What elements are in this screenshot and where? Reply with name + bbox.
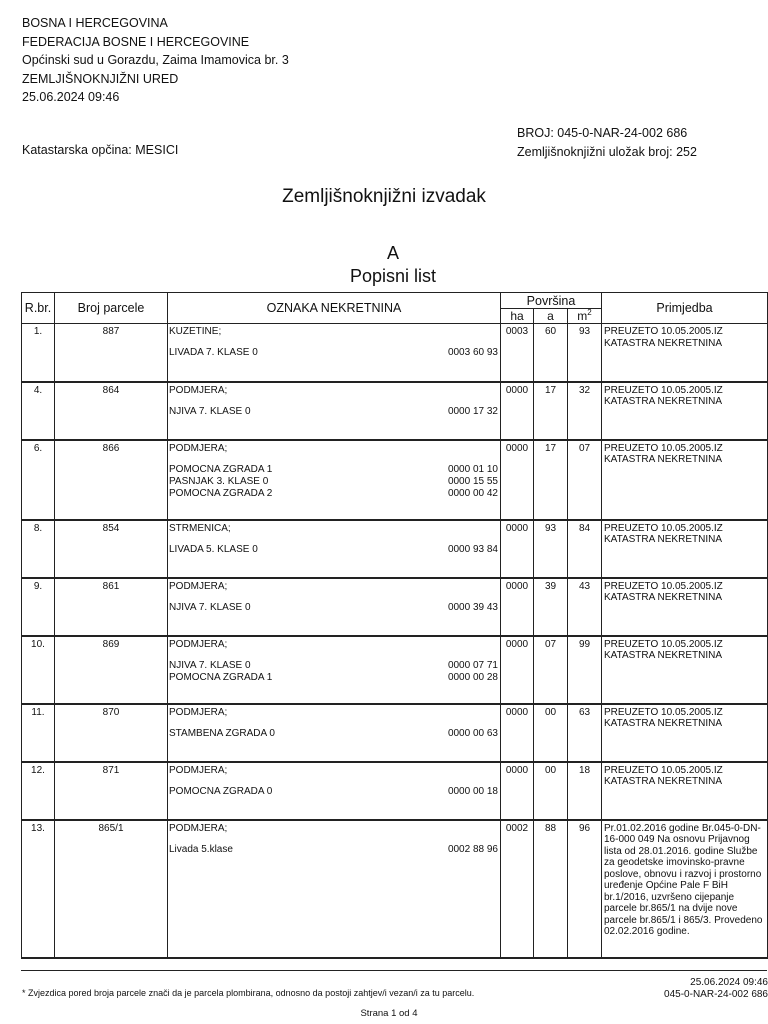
- area-a: 88: [534, 820, 568, 958]
- land-use-label: Livada 5.klase: [169, 843, 233, 855]
- property-location: PODMJERA;: [169, 384, 228, 396]
- parcel-number: 861: [55, 578, 168, 636]
- land-use-area: 0003 60 93: [447, 347, 498, 358]
- land-use-area: 0002 88 96: [447, 843, 498, 855]
- land-use-area: 0000 00 28: [447, 671, 498, 683]
- land-use-label: LIVADA 5. KLASE 0: [169, 543, 258, 555]
- area-m2: 32: [568, 382, 602, 440]
- col-header-a: a: [534, 309, 568, 324]
- land-use-line: [169, 660, 499, 672]
- document-header: [22, 14, 289, 107]
- land-use-label: PASNJAK 3. KLASE 0: [169, 475, 269, 487]
- land-use-area: 0000 00 63: [447, 727, 498, 739]
- federation-line: FEDERACIJA BOSNE I HERCEGOVINE: [22, 34, 250, 49]
- row-number: 6.: [22, 440, 55, 520]
- area-a: 17: [534, 440, 568, 520]
- spacer: [169, 338, 499, 347]
- land-registry-number: Zemljišnoknjižni uložak broj: 252: [517, 145, 697, 159]
- col-header-description: OZNAKA NEKRETNINA: [168, 293, 501, 324]
- land-use-label: NJIVA 7. KLASE 0: [169, 405, 251, 417]
- remark: PREUZETO 10.05.2005.IZ KATASTRA NEKRETNINA: [602, 578, 768, 636]
- row-number: 1.: [22, 324, 55, 382]
- area-ha: 0002: [501, 820, 534, 958]
- property-location: STRMENICA;: [169, 522, 231, 534]
- parcel-number: 887: [55, 324, 168, 382]
- table-body: [22, 324, 768, 958]
- land-use-area: 0000 00 42: [447, 487, 498, 499]
- row-number: 13.: [22, 820, 55, 958]
- area-m2: 99: [568, 636, 602, 704]
- unit-superscript: 2: [587, 308, 592, 317]
- property-description: [168, 382, 501, 440]
- area-m2: 96: [568, 820, 602, 958]
- land-use-line: [169, 464, 499, 476]
- property-location: PODMJERA;: [169, 442, 228, 454]
- remark: PREUZETO 10.05.2005.IZ KATASTRA NEKRETNINA: [602, 762, 768, 820]
- page-number: Strana 1 od 4: [360, 1008, 418, 1019]
- table-row: [22, 440, 768, 520]
- remark: PREUZETO 10.05.2005.IZ KATASTRA NEKRETNINA: [602, 382, 768, 440]
- reference-number: BROJ: 045-0-NAR-24-002 686: [517, 126, 688, 140]
- land-use-label: POMOCNA ZGRADA 0: [169, 785, 273, 797]
- unit-m: m: [577, 309, 588, 323]
- area-m2: 63: [568, 704, 602, 762]
- area-ha: 0000: [501, 636, 534, 704]
- table-row: [22, 382, 768, 440]
- area-ha: 0000: [501, 440, 534, 520]
- col-header-ha: ha: [501, 309, 534, 324]
- footer-divider: [21, 970, 767, 971]
- remark: PREUZETO 10.05.2005.IZ KATASTRA NEKRETNINA: [602, 324, 768, 382]
- footer-note: * Zvjezdica pored broja parcele znači da je parcela plombirana, odnosno da postoji zahtjev/i vezan/i za tu parcelu.: [22, 988, 475, 998]
- remark: PREUZETO 10.05.2005.IZ KATASTRA NEKRETNINA: [602, 636, 768, 704]
- table-row: [22, 578, 768, 636]
- land-use-area: 0000 17 32: [447, 405, 498, 417]
- area-ha: 0000: [501, 762, 534, 820]
- property-location: KUZETINE;: [169, 326, 222, 337]
- area-ha: 0000: [501, 704, 534, 762]
- row-number: 8.: [22, 520, 55, 578]
- area-m2: 84: [568, 520, 602, 578]
- property-description: [168, 704, 501, 762]
- parcel-number: 865/1: [55, 820, 168, 958]
- col-header-area: Površina: [501, 293, 602, 309]
- area-a: 07: [534, 636, 568, 704]
- property-list-table: [21, 292, 768, 959]
- country-line: BOSNA I HERCEGOVINA: [22, 16, 168, 30]
- land-use-label: POMOCNA ZGRADA 2: [169, 487, 273, 499]
- table-row: [22, 520, 768, 578]
- row-number: 10.: [22, 636, 55, 704]
- spacer: [169, 835, 499, 844]
- section-name: Popisni list: [349, 266, 437, 286]
- area-ha: 0000: [501, 382, 534, 440]
- area-m2: 43: [568, 578, 602, 636]
- area-ha: 0003: [501, 324, 534, 382]
- remark: PREUZETO 10.05.2005.IZ KATASTRA NEKRETNINA: [602, 440, 768, 520]
- land-use-area: 0000 00 18: [447, 785, 498, 797]
- parcel-number: 870: [55, 704, 168, 762]
- land-use-label: NJIVA 7. KLASE 0: [169, 659, 251, 671]
- land-use-label: NJIVA 7. KLASE 0: [169, 601, 251, 613]
- col-header-remark: Primjedba: [602, 293, 768, 324]
- spacer: [169, 455, 499, 464]
- table-row: [22, 324, 768, 382]
- area-a: 93: [534, 520, 568, 578]
- spacer: [169, 593, 499, 602]
- spacer: [169, 651, 499, 660]
- land-use-line: [169, 786, 499, 798]
- land-use-line: [169, 844, 499, 856]
- table-row: [22, 636, 768, 704]
- land-use-label: STAMBENA ZGRADA 0: [169, 727, 275, 739]
- property-location: PODMJERA;: [169, 638, 228, 650]
- property-description: [168, 520, 501, 578]
- land-use-area: 0000 01 10: [447, 463, 498, 475]
- col-header-rbr: R.br.: [22, 293, 55, 324]
- spacer: [169, 777, 499, 786]
- land-use-line: [169, 672, 499, 684]
- property-description: [168, 636, 501, 704]
- table-row: [22, 820, 768, 958]
- court-line: Općinski sud u Gorazdu, Zaima Imamovica br. 3: [22, 53, 289, 67]
- row-number: 11.: [22, 704, 55, 762]
- footer-meta: [0, 977, 768, 1001]
- col-header-m2: [568, 309, 602, 324]
- land-use-label: POMOCNA ZGRADA 1: [169, 463, 273, 475]
- header-datetime: 25.06.2024 09:46: [22, 90, 120, 104]
- remark: PREUZETO 10.05.2005.IZ KATASTRA NEKRETNINA: [602, 520, 768, 578]
- spacer: [169, 535, 499, 544]
- property-description: [168, 440, 501, 520]
- property-description: [168, 762, 501, 820]
- parcel-number: 854: [55, 520, 168, 578]
- table-row: [22, 704, 768, 762]
- property-description: [168, 820, 501, 958]
- area-a: 60: [534, 324, 568, 382]
- land-use-area: 0000 93 84: [447, 543, 498, 555]
- parcel-number: 869: [55, 636, 168, 704]
- land-use-label: POMOCNA ZGRADA 1: [169, 671, 273, 683]
- land-use-line: [169, 488, 499, 500]
- section-letter: A: [386, 243, 399, 263]
- remark: PREUZETO 10.05.2005.IZ KATASTRA NEKRETNINA: [602, 704, 768, 762]
- property-description: [168, 578, 501, 636]
- land-use-area: 0000 15 55: [447, 475, 498, 487]
- row-number: 9.: [22, 578, 55, 636]
- land-use-line: [169, 347, 499, 359]
- cadastral-municipality: Katastarska opčina: MESICI: [22, 143, 179, 157]
- office-line: ZEMLJIŠNOKNJIŽNI URED: [22, 71, 179, 86]
- property-description: [168, 324, 501, 382]
- land-use-label: LIVADA 7. KLASE 0: [169, 347, 258, 358]
- area-m2: 07: [568, 440, 602, 520]
- land-use-line: [169, 728, 499, 740]
- spacer: [169, 397, 499, 406]
- area-ha: 0000: [501, 520, 534, 578]
- area-m2: 93: [568, 324, 602, 382]
- remark: Pr.01.02.2016 godine Br.045-0-DN-16-000 049 Na osnovu Prijavnog lista od 28.01.2016. godine Službe za geodetske imovinsko-pravne poslove, obnovu i razvoj i prostorno uređenje Općine Pale F BiH br.1/2016, uzvršeno cijepanje parcele br.865/1 na dvije nove parcele br.865/1 i 865/3. Provedeno 02.02.2016 godine.: [602, 820, 768, 958]
- row-number: 4.: [22, 382, 55, 440]
- table-row: [22, 762, 768, 820]
- area-a: 39: [534, 578, 568, 636]
- property-location: PODMJERA;: [169, 580, 228, 592]
- reference-block: [517, 124, 697, 162]
- property-location: PODMJERA;: [169, 764, 228, 776]
- footer-number: 045-0-NAR-24-002 686: [664, 989, 768, 1000]
- land-use-area: 0000 07 71: [447, 659, 498, 671]
- land-use-line: [169, 476, 499, 488]
- land-use-area: 0000 39 43: [447, 601, 498, 613]
- area-a: 00: [534, 704, 568, 762]
- property-location: PODMJERA;: [169, 706, 228, 718]
- area-a: 00: [534, 762, 568, 820]
- spacer: [169, 719, 499, 728]
- land-use-line: [169, 602, 499, 614]
- row-number: 12.: [22, 762, 55, 820]
- property-location: PODMJERA;: [169, 822, 228, 834]
- parcel-number: 866: [55, 440, 168, 520]
- parcel-number: 864: [55, 382, 168, 440]
- col-header-parcel: Broj parcele: [55, 293, 168, 324]
- area-a: 17: [534, 382, 568, 440]
- land-use-line: [169, 406, 499, 418]
- area-m2: 18: [568, 762, 602, 820]
- document-title: Zemljišnoknjižni izvadak: [282, 186, 486, 207]
- area-ha: 0000: [501, 578, 534, 636]
- footer-date: 25.06.2024 09:46: [690, 977, 768, 988]
- parcel-number: 871: [55, 762, 168, 820]
- land-use-line: [169, 544, 499, 556]
